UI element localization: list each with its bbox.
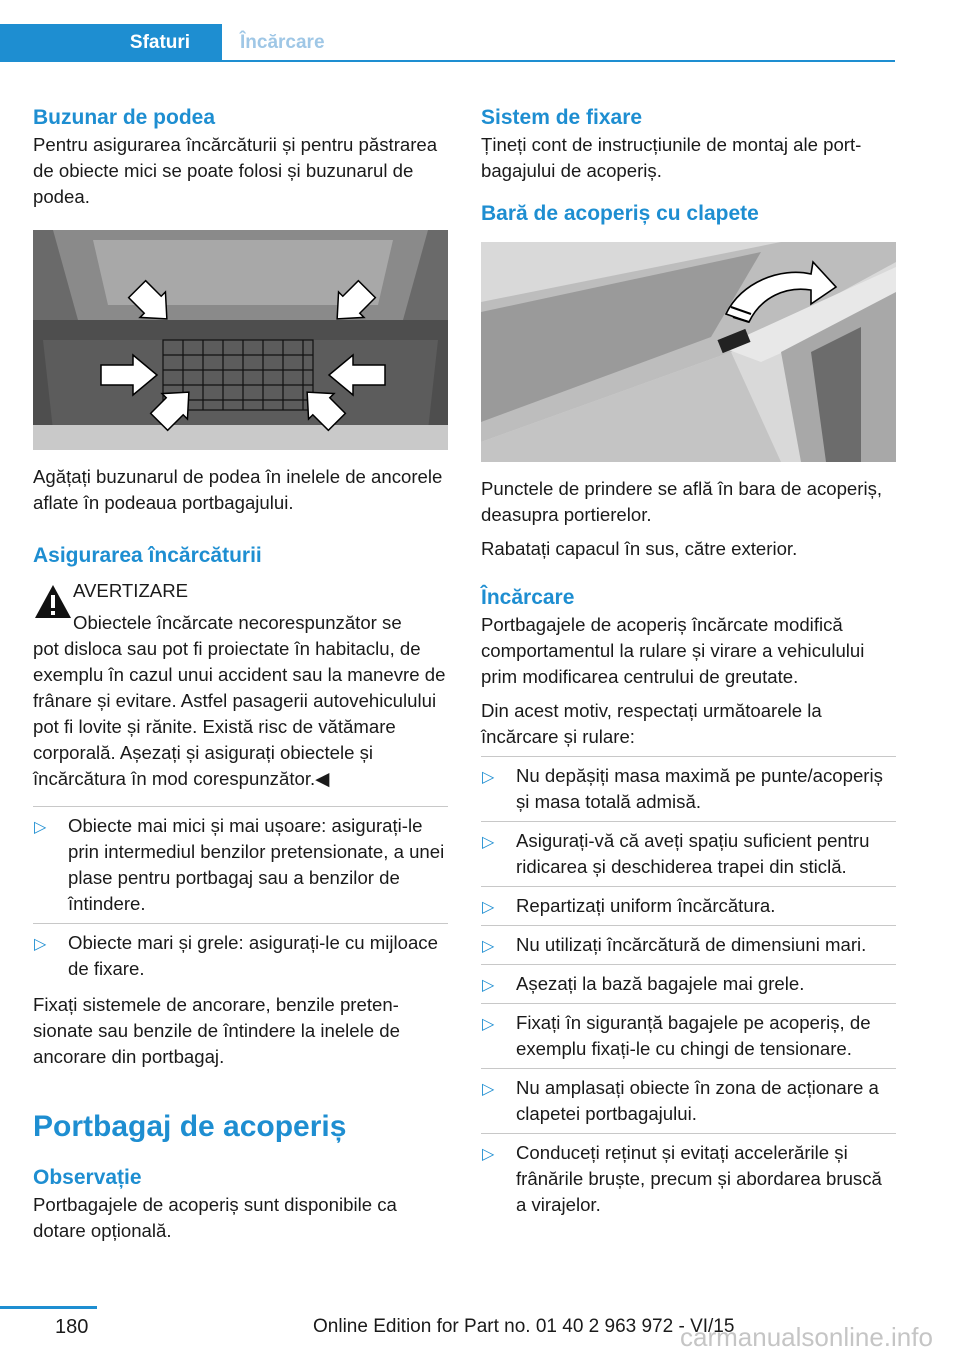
bullet-triangle-icon: ▷ bbox=[482, 938, 495, 955]
list-item: ▷ Repartizați uniform încărcătura. bbox=[481, 886, 896, 925]
para-floor-pocket: Pentru asigurarea încărcăturii și pentru păstrarea de obiecte mici se poate folosi și buzunarul de podea. bbox=[33, 134, 438, 207]
tab-incarcare[interactable]: Încărcare bbox=[240, 32, 325, 53]
list-item: ▷ Obiecte mai mici și mai ușoare: asigurați-le prin intermediul benzilor pretensionate, a unei plase pentru portbagaj sau a benzilor de întindere. bbox=[33, 806, 448, 923]
left-column bbox=[33, 104, 448, 1244]
para-loading-1: Portbagajele de acoperiș încărcate modifică comportamentul la rulare și virare a vehiculului prim modificarea centrului de greutate. bbox=[481, 614, 865, 687]
page-number: 180 bbox=[55, 1316, 89, 1338]
header-rule bbox=[222, 60, 895, 62]
bullet-triangle-icon: ▷ bbox=[482, 834, 495, 851]
heading-roof-rail: Bară de acoperiș cu clapete bbox=[481, 202, 759, 225]
page-header bbox=[0, 0, 960, 62]
list-item: ▷ Nu amplasați obiecte în zona de acționare a clapetei portbagajului. bbox=[481, 1068, 896, 1133]
bullet-triangle-icon: ▷ bbox=[482, 1146, 495, 1163]
bullet-triangle-icon: ▷ bbox=[34, 819, 47, 836]
trunk-floor-pocket-image bbox=[33, 230, 448, 450]
list-item: ▷ Nu depășiți masa maximă pe punte/acoperiș și masa totală admisă. bbox=[481, 756, 896, 821]
securing-list bbox=[33, 806, 448, 988]
warning-title: AVERTIZARE bbox=[73, 580, 189, 601]
list-item: ▷ Asigurați-vă că aveți spațiu suficient pentru ridicarea și deschiderea trapei din sticlă. bbox=[481, 821, 896, 886]
heading-loading: Încărcare bbox=[481, 586, 575, 609]
list-item: ▷ Fixați în siguranță bagajele pe acoperiș, de exemplu fixați-le cu chingi de tensionare. bbox=[481, 1003, 896, 1068]
online-edition-text: Online Edition for Part no. 01 40 2 963 972 - VI/15 bbox=[313, 1316, 735, 1337]
para-attach-points: Punctele de prindere se află în bara de acoperiș, deasupra portierelor. bbox=[481, 478, 883, 525]
bullet-triangle-icon: ▷ bbox=[482, 977, 495, 994]
right-column bbox=[481, 104, 896, 1224]
bullet-triangle-icon: ▷ bbox=[482, 1081, 495, 1098]
roof-rail-flap-image bbox=[481, 242, 896, 462]
heading-fixing-system: Sistem de fixare bbox=[481, 106, 643, 129]
tab-sfaturi[interactable]: Sfaturi bbox=[129, 32, 191, 53]
footer-rule bbox=[0, 1306, 97, 1309]
para-fixing-system: Țineți cont de instrucțiunile de montaj ale portbagajului de acoperiș. bbox=[481, 134, 862, 181]
heading-note: Observație bbox=[33, 1166, 142, 1189]
para-note: Portbagajele de acoperiș sunt disponibile ca dotare opțională. bbox=[33, 1194, 397, 1241]
warning-block bbox=[33, 578, 448, 792]
heading-securing-load: Asigurarea încărcăturii bbox=[33, 544, 262, 567]
bullet-triangle-icon: ▷ bbox=[482, 1016, 495, 1033]
bullet-triangle-icon: ▷ bbox=[482, 769, 495, 786]
heading-floor-pocket: Buzunar de podea bbox=[33, 106, 216, 129]
list-item: ▷ Conduceți reținut și evitați accelerările și frânările bruște, precum și abordarea bruscă a virajelor. bbox=[481, 1133, 896, 1224]
watermark: carmanualsonline.info bbox=[680, 1322, 933, 1352]
bullet-triangle-icon: ▷ bbox=[482, 899, 495, 916]
list-item: ▷ Așezați la bază bagajele mai grele. bbox=[481, 964, 896, 1003]
warning-text: pot disloca sau pot fi proiectate în habitaclu, de exemplu în cazul unui accident sau la manevre de frânare și evitare. Astfel pasagerii autovehiculului pot fi lovite și rănite. Există risc de vătămare corporală. Așezați și asigurați obiectele și încărcătura în mod corespunzător.◀ bbox=[33, 638, 446, 789]
para-fixing: Fixați sistemele de ancorare, benzile pretensionate sau benzile de întindere la inelele de ancorare din portbagaj. bbox=[33, 994, 400, 1067]
list-item: ▷ Nu utilizați încărcătură de dimensiuni mari. bbox=[481, 925, 896, 964]
list-item: ▷ Obiecte mari și grele: asigurați-le cu mijloace de fixare. bbox=[33, 923, 448, 988]
loading-list bbox=[481, 756, 896, 1224]
warning-text-first: Obiectele încărcate necorespunzător se bbox=[73, 612, 402, 633]
bullet-triangle-icon: ▷ bbox=[34, 936, 47, 953]
para-floor-caption: Agățați buzunarul de podea în inelele de ancorele aflate în podeaua portbagajului. bbox=[33, 466, 443, 513]
para-flip-cover: Rabatați capacul în sus, către exterior. bbox=[481, 538, 798, 559]
heading-roof-rack: Portbagaj de acoperiș bbox=[33, 1110, 347, 1143]
warning-triangle-icon bbox=[33, 582, 73, 622]
para-loading-2: Din acest motiv, respectați următoarele la încărcare și rulare: bbox=[481, 700, 822, 747]
